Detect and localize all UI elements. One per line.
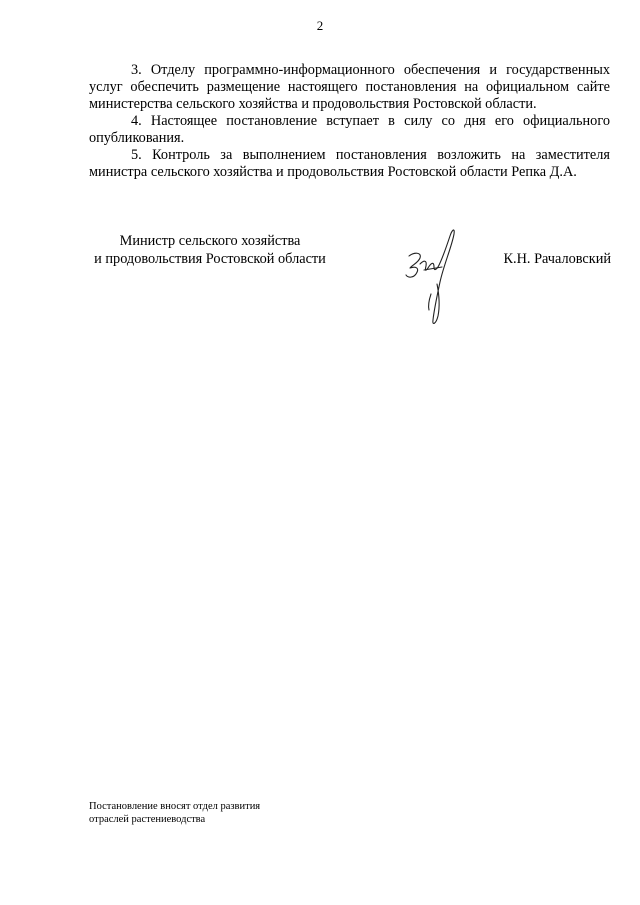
document-body <box>89 62 610 181</box>
paragraph-5: 5. Контроль за выполнением постановления возложить на заместителя министра сельского хозяйства и продовольствия Ростовской области Репка Д.А. <box>89 147 610 180</box>
signatory-name: К.Н. Рачаловский <box>503 251 611 267</box>
page-number: 2 <box>316 18 324 33</box>
paragraph-3: 3. Отделу программно-информационного обеспечения и государственных услуг обеспечить размещение настоящего постановления на официальном сайте министерства сельского хозяйства и продовольствия Ростовской области. <box>89 62 610 112</box>
footer-line-2: отраслей растениеводства <box>89 814 206 825</box>
paragraph-4: 4. Настоящее постановление вступает в силу со дня его официального опубликования. <box>89 113 610 146</box>
footer-line-1: Постановление вносят отдел развития <box>89 801 261 812</box>
handwritten-signature <box>400 222 470 330</box>
signatory-title <box>60 232 360 268</box>
footer-note <box>89 800 389 826</box>
signatory-title-line-1: Министр сельского хозяйства <box>119 233 301 249</box>
signatory-title-line-2: и продовольствия Ростовской области <box>94 251 326 267</box>
